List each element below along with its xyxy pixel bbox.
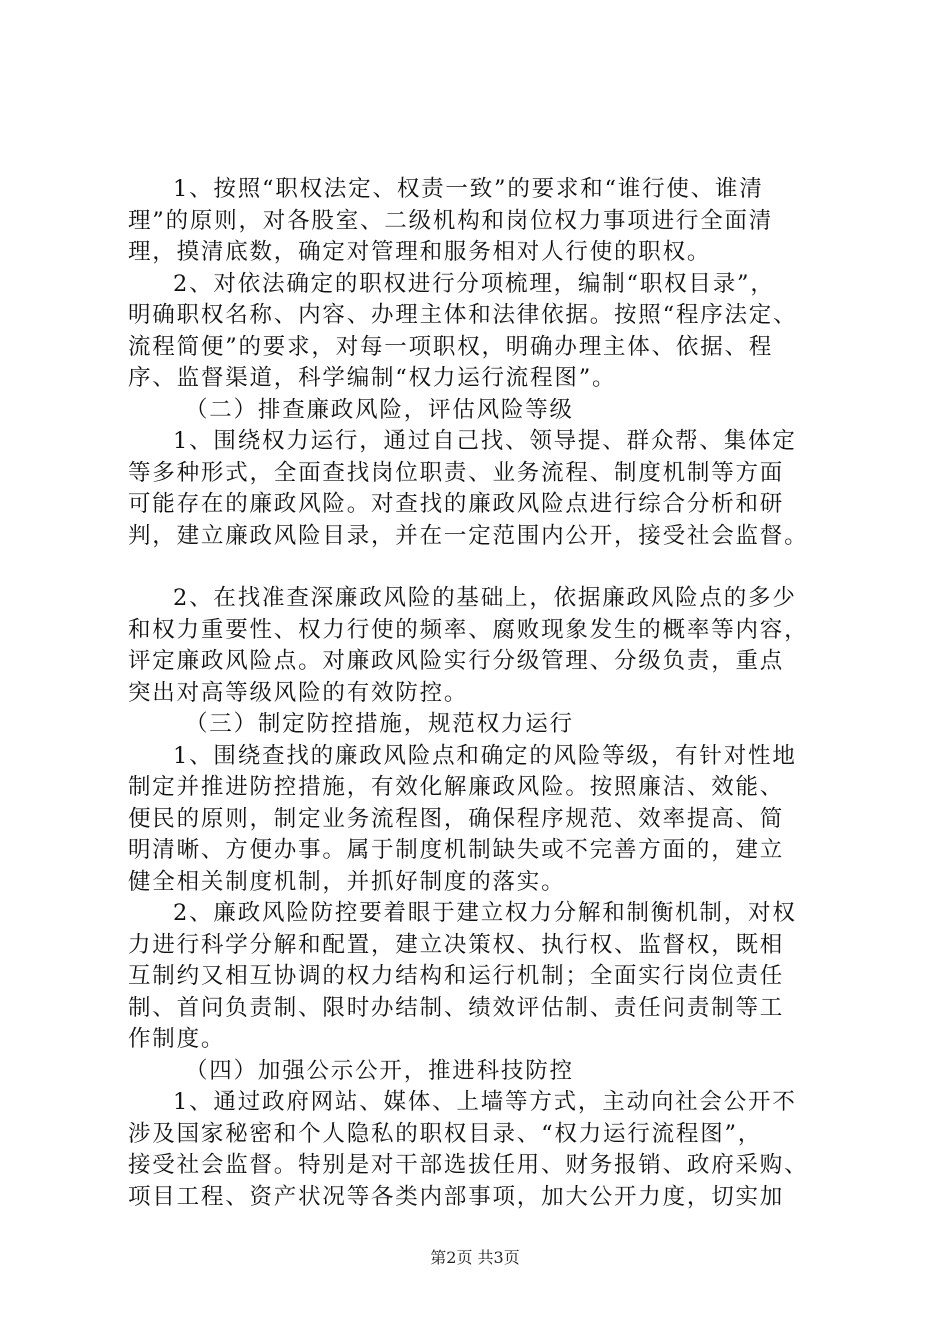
page-number-footer: 第2页 共3页	[430, 1248, 520, 1267]
paragraph-line: 理”的原则，对各股室、二级机构和岗位权力事项进行全面清	[128, 207, 774, 234]
paragraph-line: 接受社会监督。特别是对干部选拔任用、财务报销、政府采购、	[128, 1152, 809, 1178]
paragraph-line: 判，建立廉政风险目录，并在一定范围内公开，接受社会监督。	[128, 522, 809, 549]
paragraph-line: 可能存在的廉政风险。对查找的廉政风险点进行综合分析和研	[128, 491, 785, 517]
document-body	[128, 174, 852, 1213]
paragraph-line: 制、首问负责制、限时办结制、绩效评估制、责任问责制等工	[128, 994, 785, 1021]
paragraph-line: 健全相关制度机制，并抓好制度的落实。	[128, 868, 566, 895]
paragraph-line: 等多种形式，全面查找岗位职责、业务流程、制度机制等方面	[128, 459, 785, 486]
paragraph-line: 2、在找准查深廉政风险的基础上，依据廉政风险点的多少	[173, 585, 797, 611]
paragraph-line: 涉及国家秘密和个人隐私的职权目录、“权力运行流程图”，	[128, 1120, 763, 1147]
paragraph-line: 制定并推进防控措施，有效化解廉政风险。按照廉洁、效能、	[128, 774, 785, 800]
paragraph-line: 理，摸清底数，确定对管理和服务相对人行使的职权。	[128, 239, 712, 265]
paragraph-line: 突出对高等级风险的有效防控。	[128, 679, 469, 706]
paragraph-line: 2、廉政风险防控要着眼于建立权力分解和制衡机制，对权	[173, 900, 797, 926]
paragraph-line: 明确职权名称、内容、办理主体和法律依据。按照“程序法定、	[128, 302, 798, 328]
section-heading: （二）排查廉政风险，评估风险等级	[185, 396, 574, 423]
paragraph-line: 明清晰、方便办事。属于制度机制缺失或不完善方面的，建立	[128, 837, 785, 863]
section-heading: （三）制定防控措施，规范权力运行	[185, 711, 574, 737]
paragraph-line: 力进行科学分解和配置，建立决策权、执行权、监督权，既相	[128, 931, 785, 958]
paragraph-line: 互制约又相互协调的权力结构和运行机制；全面实行岗位责任	[128, 963, 785, 989]
paragraph-line: 2、对依法确定的职权进行分项梳理，编制“职权目录”，	[173, 270, 775, 297]
paragraph-line: 便民的原则，制定业务流程图，确保程序规范、效率提高、简	[128, 805, 785, 832]
paragraph-line: 项目工程、资产状况等各类内部事项，加大公开力度，切实加	[128, 1183, 785, 1210]
paragraph-line: 评定廉政风险点。对廉政风险实行分级管理、分级负责，重点	[128, 648, 785, 674]
paragraph-line: 和权力重要性、权力行使的频率、腐败现象发生的概率等内容，	[128, 616, 809, 643]
paragraph-gap	[128, 552, 852, 583]
paragraph-line: 作制度。	[128, 1026, 226, 1052]
paragraph-line: 流程简便”的要求，对每一项职权，明确办理主体、依据、程	[128, 333, 774, 360]
paragraph-line: 1、围绕权力运行，通过自己找、领导提、群众帮、集体定	[173, 428, 797, 454]
paragraph-line: 1、围绕查找的廉政风险点和确定的风险等级，有针对性地	[173, 742, 797, 769]
paragraph-line: 序、监督渠道，科学编制“权力运行流程图”。	[128, 365, 617, 391]
paragraph-line: 1、通过政府网站、媒体、上墙等方式，主动向社会公开不	[173, 1089, 797, 1115]
section-heading: （四）加强公示公开，推进科技防控	[185, 1057, 574, 1084]
paragraph-line: 1、按照“职权法定、权责一致”的要求和“谁行使、谁清	[173, 176, 764, 202]
